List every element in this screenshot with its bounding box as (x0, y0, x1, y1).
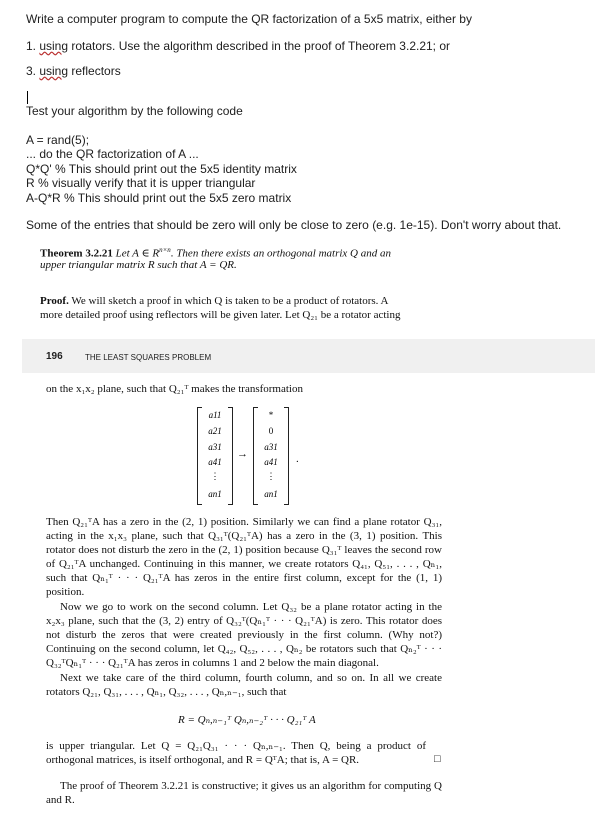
period: . (296, 453, 299, 465)
option-text: reflectors (68, 64, 121, 78)
code-line: R % visually verify that it is upper triangular (26, 176, 256, 190)
theorem-line-2: upper triangular matrix R such that A = QR. (40, 259, 237, 271)
matrix-entry: a11 (208, 410, 222, 420)
option-prefix: 1. (26, 39, 40, 53)
matrix-entry: a31 (264, 442, 278, 452)
paragraph-5: The proof of Theorem 3.2.21 is constructive; it gives us an algorithm for computing Q and R. (46, 780, 442, 806)
paragraph-1: Then Q₂₁ᵀA has a zero in the (2, 1) position. Similarly we can find a plane rotator Q₃₁, acting in the x₁x₃ plane, such that Q₃₁ᵀ(Q₂₁ᵀA) has a zero in the (3, 1) position. This rotator does not disturb the zero in the (2, 1) position because Q₃₁ᵀ leaves the second row of Q₂₁ᵀA unchanged. Continuing in this manner, we create rotators Q₄₁, Q₅₁, . . . , Qₙ₁, such that Qₙ₁ᵀ · · · Q₂₁ᵀA has zeros in the entire first column, except for the (1, 1) position. (46, 516, 442, 598)
proof-line-1 (40, 294, 389, 308)
using-word: using (39, 39, 69, 53)
matrix-entry: a21 (208, 426, 222, 436)
text-cursor (27, 91, 28, 104)
proof-text: We will sketch a proof in which Q is taken to be a product of rotators. A (68, 295, 389, 307)
matrix-entry: an1 (208, 489, 222, 499)
matrix-entry: ⋮ (210, 471, 220, 481)
matrix-left (197, 407, 233, 503)
proof-line-2: more detailed proof using reflectors will be given later. Let Q₂₁ be a rotator acting (40, 309, 401, 321)
matrix-entry: a41 (264, 457, 278, 467)
proof-label: Proof. (40, 295, 69, 307)
theorem-text: Let A ∈ R (115, 247, 160, 260)
question-line: Write a computer program to compute the QR factorization of a 5x5 matrix, either by (26, 12, 472, 26)
plane-line: on the x₁x₂ plane, such that Q₂₁ᵀ makes the transformation (46, 383, 303, 395)
code-line: A = rand(5); (26, 133, 90, 147)
matrix-entry: 0 (268, 426, 274, 436)
page-number: 196 (46, 351, 63, 362)
matrix-entry: a31 (208, 442, 222, 452)
transform-arrow: → (237, 448, 248, 460)
paragraph-2: Now we go to work on the second column. Let Q₃₂ be a plane rotator acting in the x₂x₃ plane, such that the (3, 2) entry of Q₃₂ᵀ(Qₙ₁ᵀ · · · Q₂₁ᵀA) is zero. This rotator does not disturb the zeros that were created previously in the first column. (Why not?) Continuing on the second column, let Q₄₂, Q₅₂, . . . , Qₙ₂ be rotators such that Qₙ₂ᵀ · · · Q₃₂ᵀQₙ₁ᵀ · · · Q₂₁ᵀA has zeros in columns 1 and 2 below the main diagonal. (46, 601, 442, 669)
equation: R = Qₙ,ₙ₋₁ᵀ Qₙ,ₙ₋₂ᵀ · · · Q₂₁ᵀ A (178, 714, 316, 726)
code-line: Q*Q' % This should print out the 5x5 identity matrix (26, 162, 297, 176)
paragraph-3: Next we take care of the third column, fourth column, and so on. In all we create rotators Q₂₁, Q₃₁, . . . , Qₙ₁, Q₃₂, . . . , Qₙ,ₙ₋₁, such that (46, 672, 442, 698)
note-line: Some of the entries that should be zero will only be close to zero (e.g. 1e-15). Don't worry about that. (26, 218, 562, 232)
matrix-entry: an1 (264, 489, 278, 499)
option-prefix: 3. (26, 64, 40, 78)
matrix-entry: * (268, 410, 274, 420)
qed-symbol: □ (434, 753, 441, 765)
test-instruction: Test your algorithm by the following code (26, 104, 243, 118)
option-text: rotators. Use the algorithm described in the proof of Theorem 3.2.21; or (68, 39, 451, 53)
matrix-right (253, 407, 289, 503)
theorem-text: . Then there exists an orthogonal matrix Q and an (170, 247, 392, 260)
using-word: using (39, 64, 69, 78)
paragraph-4: is upper triangular. Let Q = Q₂₁Q₃₁ · · · Qₙ,ₙ₋₁. Then Q, being a product of orthogonal matrices, is itself orthogonal, and R = QᵀA; that is, A = QR. (46, 740, 426, 766)
option-reflectors (26, 64, 121, 79)
running-head: THE LEAST SQUARES PROBLEM (85, 353, 212, 362)
matrix-entry: a41 (208, 457, 222, 467)
theorem-superscript: n×n (159, 246, 171, 254)
code-line: A-Q*R % This should print out the 5x5 zero matrix (26, 191, 292, 205)
code-line: ... do the QR factorization of A ... (26, 147, 199, 161)
option-rotators (26, 39, 450, 54)
matrix-entry: ⋮ (266, 471, 276, 481)
theorem-label: Theorem 3.2.21 (40, 247, 113, 260)
